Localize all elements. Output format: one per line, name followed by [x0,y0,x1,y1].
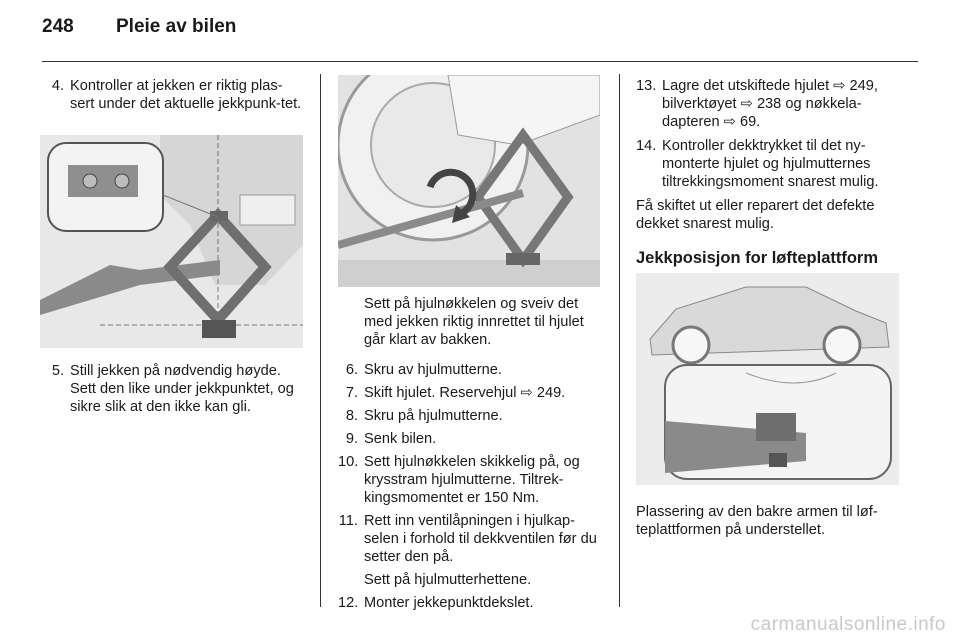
step-12: 12. Monter jekkepunktdekslet. [338,595,534,611]
page-number: 248 [42,16,74,37]
step-10: 10. Sett hjulnøkkelen skikkelig på, og krysstram hjulmutterne. Tiltrek-kingsmomentet er 150 Nm. [338,454,580,506]
step-5: 5. Still jekken på nødvendig høyde. Sett den like under jekkpunktet, og sikre slik at den ikke kan gli. [51,363,294,415]
step-8: 8. Skru på hjulmutterne. [345,408,503,424]
step-9: 9. Senk bilen. [345,431,437,447]
step-14: 14. Kontroller dekktrykket til det ny-monterte hjulet og hjulmutternes tiltrekkingsmoment snarest mulig. [636,138,879,190]
column-3-lower [636,503,904,539]
step-7: 7. Skift hjulet. Reservehjul ⇨ 249. [345,385,566,401]
step-4: 4. Kontroller at jekken er riktig plas-sert under det aktuelle jekkpunk-tet. [51,78,302,112]
column-divider-2 [619,74,620,607]
crank-instruction: Sett på hjulnøkkelen og sveiv det med jekken riktig innrettet til hjulet går klart av bakken. [364,296,584,348]
section-heading: Jekkposisjon for løfteplattform [636,249,879,267]
column-1 [44,77,306,113]
page-title: Pleie av bilen [116,16,237,37]
figure-caption: Plassering av den bakre armen til løf-teplattformen på understellet. [636,504,878,538]
repair-note: Få skiftet ut eller reparert det defekte dekket snarest mulig. [636,198,875,232]
lift-platform-figure [636,273,899,485]
watermark: carmanualsonline.info [750,614,946,635]
step-11: 11. Rett inn ventilåpningen i hjulkap-selen i forhold til dekkventilen før du setter den på. [338,513,597,565]
column-2 [338,295,604,612]
header-rule [42,61,918,62]
step-note: Sett på hjulmutterhettene. [364,572,532,588]
steps-list-3 [636,77,904,191]
steps-list-2 [338,361,604,612]
step-13: 13. Lagre det utskiftede hjulet ⇨ 249, bilverktøyet ⇨ 238 og nøkkela-dapteren ⇨ 69. [636,78,878,130]
column-3 [636,77,904,267]
jack-placement-figure [40,135,303,348]
jack-crank-figure [338,75,600,287]
step-6: 6. Skru av hjulmutterne. [345,362,502,378]
column-divider-1 [320,74,321,607]
column-1-lower [44,362,306,416]
